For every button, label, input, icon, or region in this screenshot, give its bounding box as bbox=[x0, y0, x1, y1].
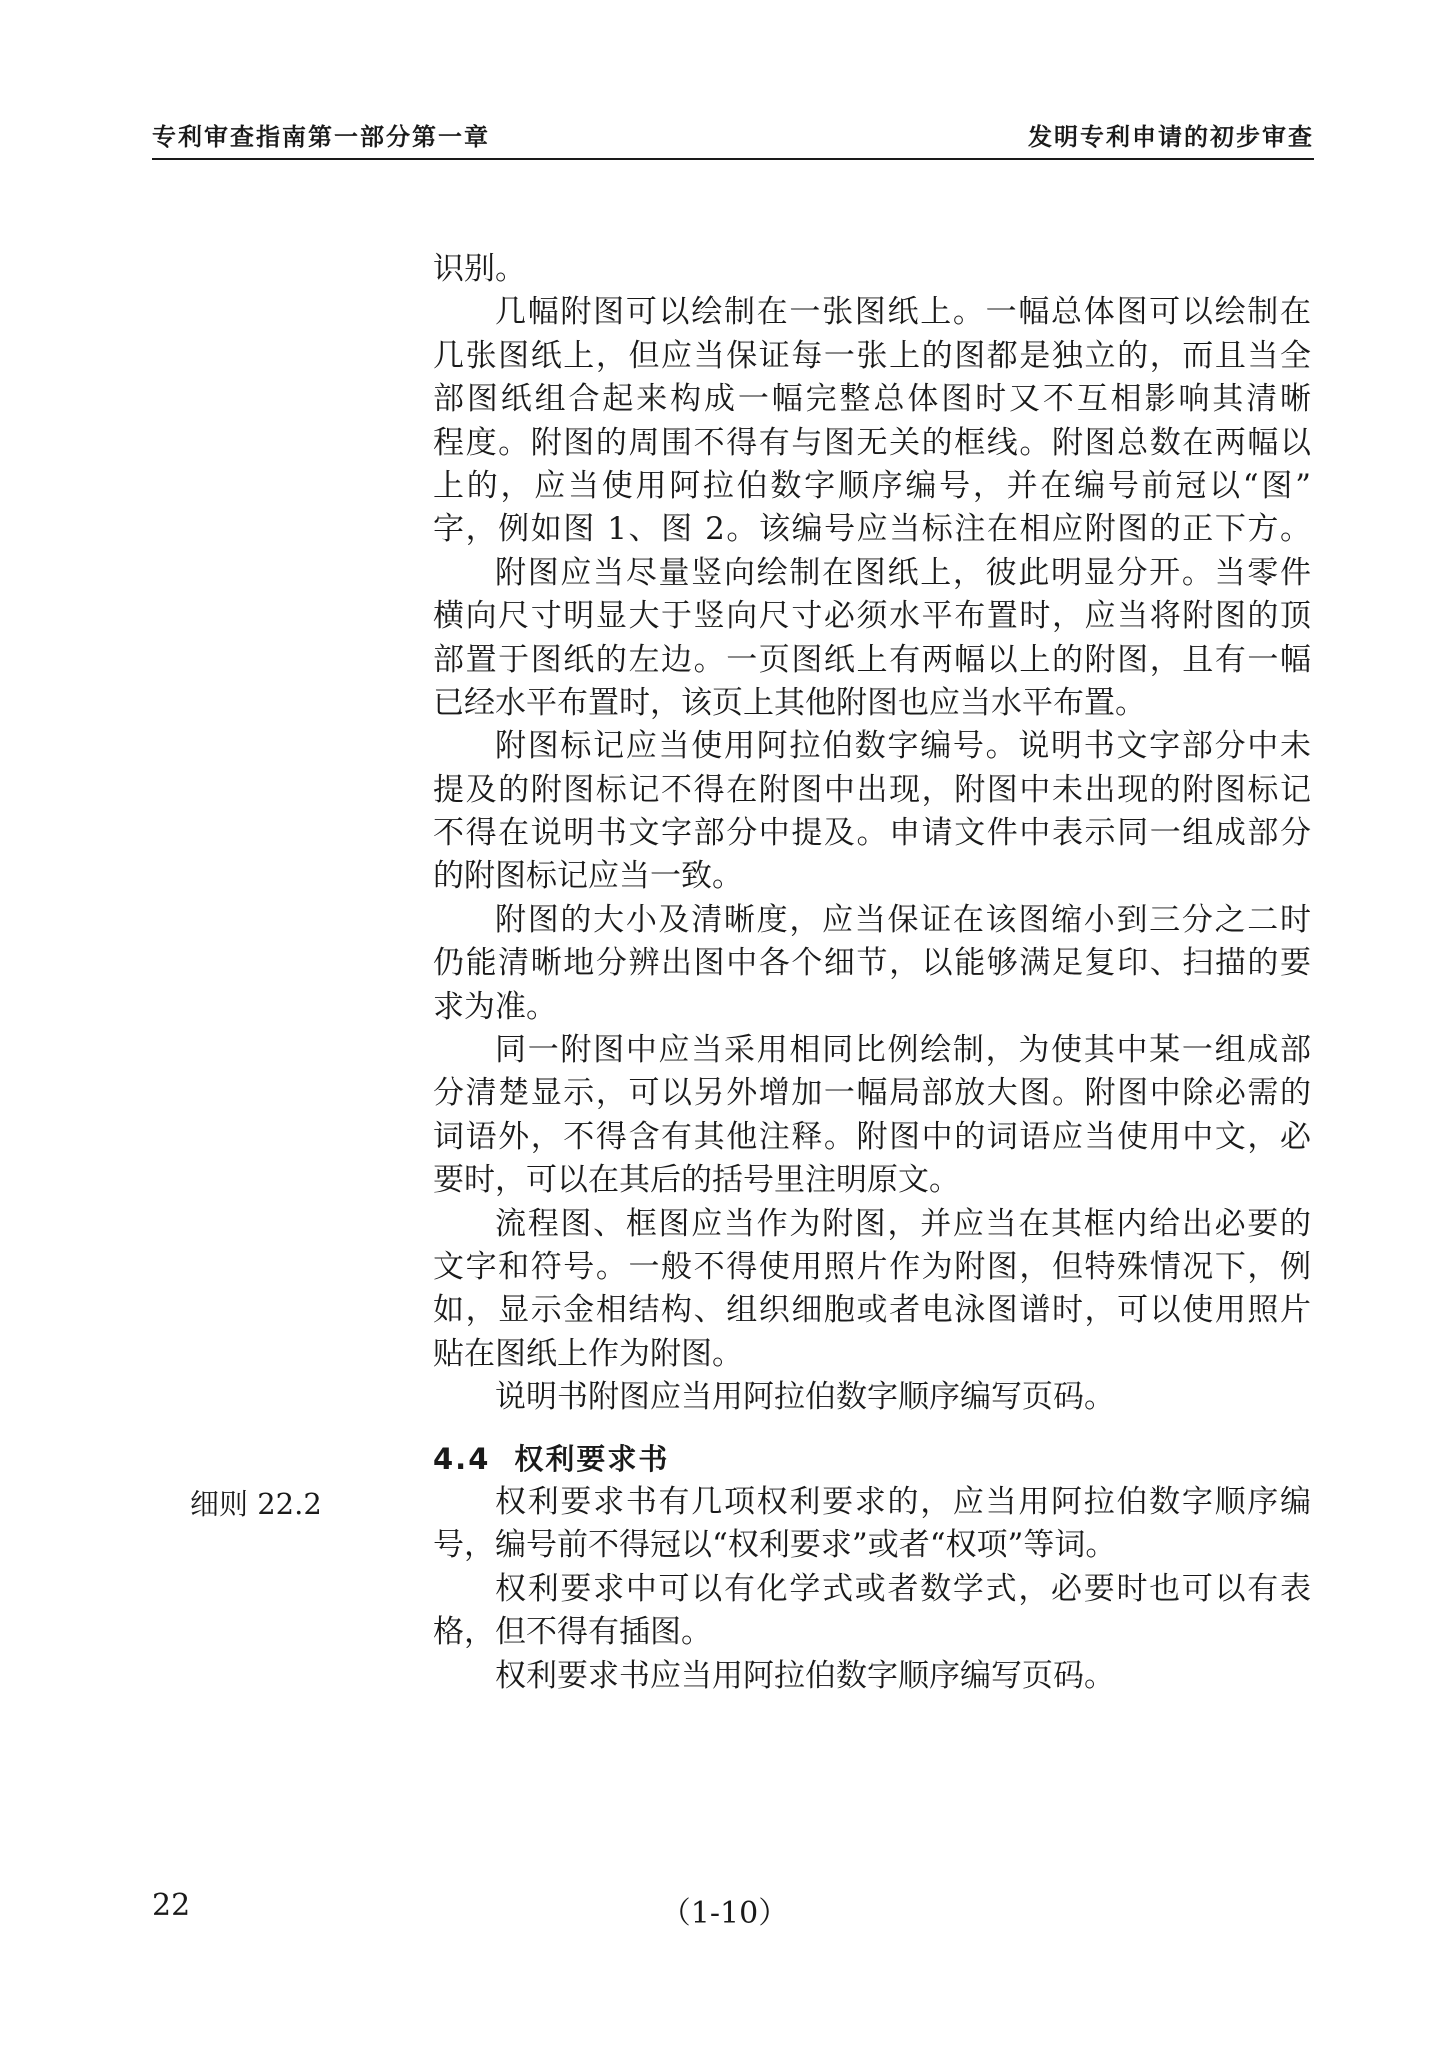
section-number: 4.4 bbox=[433, 1441, 491, 1476]
header-chapter-title: 专利审查指南第一部分第一章 bbox=[152, 123, 490, 151]
section-heading bbox=[433, 1438, 1311, 1481]
text-line: 不得在说明书文字部分中提及。申请文件中表示同一组成部分 bbox=[433, 815, 1311, 852]
text-line: 的附图标记应当一致。 bbox=[433, 858, 743, 895]
text-line: 求为准。 bbox=[433, 988, 557, 1025]
section-title: 权利要求书 bbox=[514, 1441, 670, 1476]
main-text bbox=[433, 248, 1311, 1698]
text-line: 格，但不得有插图。 bbox=[433, 1614, 712, 1651]
text-line: 附图的大小及清晰度，应当保证在该图缩小到三分之二时 bbox=[495, 901, 1311, 938]
margin-note-rule-reference: 细则 22.2 bbox=[190, 1487, 322, 1521]
text-line: 部图纸组合起来构成一幅完整总体图时又不互相影响其清晰 bbox=[433, 381, 1311, 418]
text-line: 要时，可以在其后的括号里注明原文。 bbox=[433, 1162, 960, 1199]
text-line: 几幅附图可以绘制在一张图纸上。一幅总体图可以绘制在 bbox=[495, 294, 1311, 331]
text-line: 附图应当尽量竖向绘制在图纸上，彼此明显分开。当零件 bbox=[495, 554, 1311, 591]
page-number: 22 bbox=[152, 1888, 191, 1923]
text-line: 横向尺寸明显大于竖向尺寸必须水平布置时，应当将附图的顶 bbox=[433, 598, 1311, 635]
text-line: 分清楚显示，可以另外增加一幅局部放大图。附图中除必需的 bbox=[433, 1075, 1311, 1112]
text-line: 字，例如图 1、图 2。该编号应当标注在相应附图的正下方。 bbox=[433, 511, 1311, 548]
page-code: （1-10） bbox=[660, 1896, 789, 1931]
text-line: 已经水平布置时，该页上其他附图也应当水平布置。 bbox=[433, 684, 1146, 721]
text-line: 号，编号前不得冠以“权利要求”或者“权项”等词。 bbox=[433, 1527, 1117, 1564]
text-line: 程度。附图的周围不得有与图无关的框线。附图总数在两幅以 bbox=[433, 424, 1311, 461]
text-line: 几张图纸上，但应当保证每一张上的图都是独立的，而且当全 bbox=[433, 337, 1311, 374]
text-line: 上的，应当使用阿拉伯数字顺序编号，并在编号前冠以“图” bbox=[433, 467, 1311, 504]
text-line: 词语外，不得含有其他注释。附图中的词语应当使用中文，必 bbox=[433, 1118, 1311, 1155]
text-line: 如，显示金相结构、组织细胞或者电泳图谱时，可以使用照片 bbox=[433, 1292, 1311, 1329]
text-line: 同一附图中应当采用相同比例绘制，为使其中某一组成部 bbox=[495, 1032, 1311, 1069]
text-line: 流程图、框图应当作为附图，并应当在其框内给出必要的 bbox=[495, 1205, 1311, 1242]
text-line: 权利要求中可以有化学式或者数学式，必要时也可以有表 bbox=[495, 1570, 1311, 1607]
text-line: 仍能清晰地分辨出图中各个细节，以能够满足复印、扫描的要 bbox=[433, 945, 1311, 982]
text-line: 说明书附图应当用阿拉伯数字顺序编写页码。 bbox=[495, 1379, 1115, 1416]
text-line: 提及的附图标记不得在附图中出现，附图中未出现的附图标记 bbox=[433, 771, 1311, 808]
text-line: 权利要求书应当用阿拉伯数字顺序编写页码。 bbox=[495, 1657, 1115, 1694]
header-section-title: 发明专利申请的初步审查 bbox=[1028, 123, 1314, 151]
text-line: 识别。 bbox=[433, 251, 526, 287]
text-line: 部置于图纸的左边。一页图纸上有两幅以上的附图，且有一幅 bbox=[433, 641, 1311, 678]
text-line: 文字和符号。一般不得使用照片作为附图，但特殊情况下，例 bbox=[433, 1248, 1311, 1285]
text-line: 权利要求书有几项权利要求的，应当用阿拉伯数字顺序编 bbox=[495, 1483, 1311, 1520]
text-line: 附图标记应当使用阿拉伯数字编号。说明书文字部分中未 bbox=[495, 728, 1311, 765]
running-header bbox=[152, 118, 1314, 160]
text-line: 贴在图纸上作为附图。 bbox=[433, 1335, 743, 1372]
